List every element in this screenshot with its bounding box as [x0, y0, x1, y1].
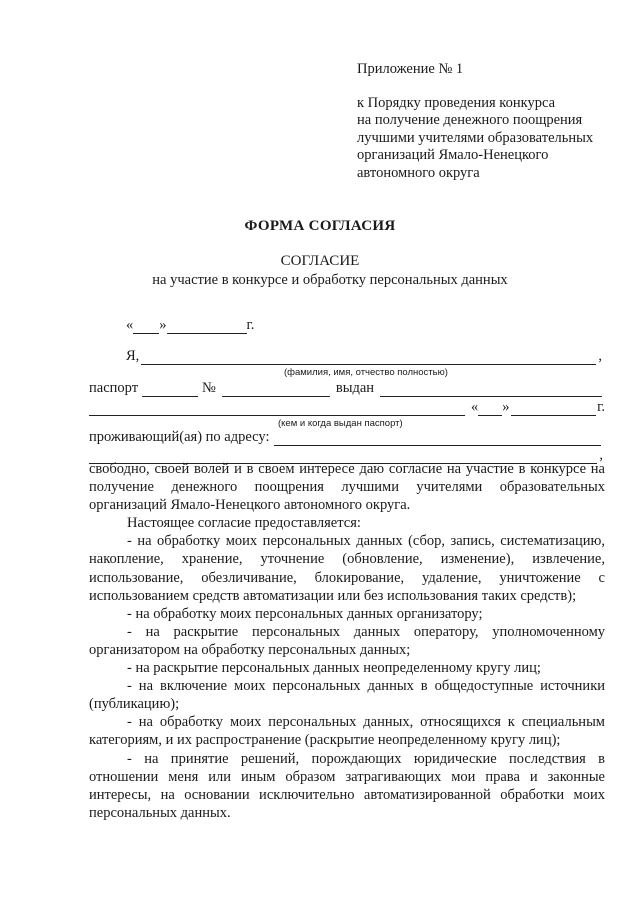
- date-line: [126, 316, 254, 334]
- date-year-suffix: г.: [246, 317, 255, 333]
- consent-list-item: - на принятие решений, порождающих юридические последствия в отношении меня или иным образом затрагивающих мои права и законные интересы, на основании исключительно автоматизированной обработки моих персональных данных.: [89, 750, 605, 821]
- passport-issued-label: выдан: [335, 380, 375, 396]
- passport-line: [89, 379, 604, 397]
- issued-year-suffix: г.: [597, 399, 605, 415]
- date-close-quote: »: [159, 317, 167, 333]
- name-label: Я,: [126, 348, 140, 364]
- month-field[interactable]: [167, 320, 247, 334]
- annex-block: [357, 61, 593, 182]
- form-title: ФОРМА СОГЛАСИЯ: [244, 218, 396, 234]
- consent-subtitle: на участие в конкурсе и обработку персональных данных: [152, 272, 508, 288]
- annex-reference-line: на получение денежного поощрения: [357, 112, 583, 128]
- day-field[interactable]: [133, 320, 159, 334]
- consent-paragraph: свободно, своей волей и в своем интересе даю согласие на участие в конкурсе на получение денежного поощрения лучшими учителями образовательных организаций Ямало-Ненецкого автономного округа.: [89, 461, 605, 514]
- full-name-field[interactable]: [141, 351, 596, 365]
- passport-issued-by-field[interactable]: [380, 383, 602, 397]
- annex-reference-line: к Порядку проведения конкурса: [357, 94, 556, 111]
- passport-issued-line: [89, 398, 605, 416]
- issued-close-quote: »: [502, 399, 510, 415]
- passport-number-label: №: [202, 380, 216, 396]
- consent-list-item: - на раскрытие персональных данных оператору, уполномоченному организатором на обработку персональных данных;: [89, 623, 605, 658]
- passport-number-field[interactable]: [222, 383, 330, 397]
- consent-list-item: - на включение моих персональных данных в общедоступные источники (публикацию);: [89, 678, 605, 713]
- issued-open-quote: «: [471, 399, 479, 415]
- annex-reference-line: организаций Ямало-Ненецкого: [357, 147, 549, 163]
- consent-list-item: - на обработку моих персональных данных, относящихся к специальным категориям, и их распространение (раскрытие неопределенному кругу лиц);: [89, 714, 605, 749]
- date-open-quote: «: [126, 317, 134, 333]
- passport-label: паспорт: [89, 380, 139, 396]
- consent-paragraph: Настоящее согласие предоставляется:: [127, 515, 361, 532]
- address-line: [89, 428, 603, 446]
- consent-list-item: - на раскрытие персональных данных неопределенному кругу лиц;: [127, 660, 541, 677]
- consent-title: СОГЛАСИЕ: [280, 253, 360, 269]
- address-field[interactable]: [274, 432, 602, 446]
- consent-list-item: - на обработку моих персональных данных (сбор, запись, систематизацию, накопление, хранение, уточнение (обновление, изменение), извлечение, использование, обезличивание, блокирование, удаление, уничтожение с использованием средств автоматизации или без использования таких средств);: [89, 533, 605, 604]
- annex-reference-line: лучшими учителями образовательных: [357, 129, 594, 146]
- passport-issuer-field[interactable]: [89, 402, 465, 416]
- annex-number: Приложение № 1: [357, 61, 464, 77]
- passport-series-field[interactable]: [142, 383, 198, 397]
- consent-list-item: - на обработку моих персональных данных организатору;: [127, 605, 483, 622]
- address-label: проживающий(ая) по адресу:: [89, 429, 270, 445]
- issued-day-field[interactable]: [478, 402, 502, 416]
- issued-month-field[interactable]: [511, 402, 597, 416]
- full-name-caption: (фамилия, имя, отчество полностью): [284, 367, 448, 378]
- consent-body: [89, 460, 605, 822]
- passport-issued-caption: (кем и когда выдан паспорт): [278, 418, 403, 429]
- address-line-end: ,: [599, 447, 603, 463]
- name-line-end: ,: [598, 348, 602, 364]
- annex-reference-line: автономного округа: [357, 164, 480, 181]
- annex-reference: [357, 95, 593, 183]
- name-line: [126, 347, 602, 365]
